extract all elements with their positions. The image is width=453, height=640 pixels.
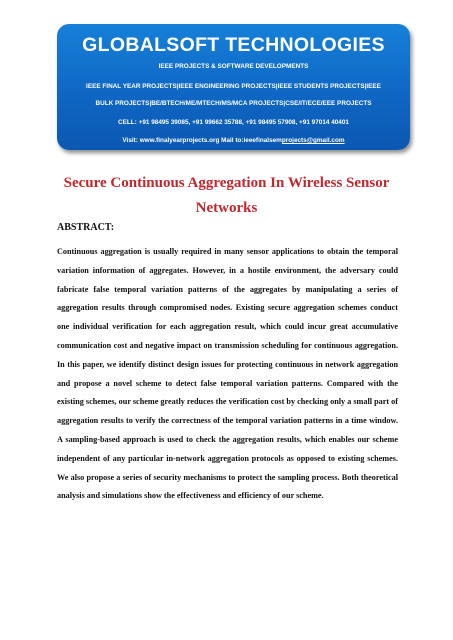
banner-projects-line-1: IEEE FINAL YEAR PROJECTS|IEEE ENGINEERING PROJECTS|IEEE STUDENTS PROJECTS|IEEE (86, 83, 381, 90)
paper-title-line-2: Networks (195, 200, 258, 216)
abstract-text: Continuous aggregation is usually required in many sensor applications to obtain the temporal variation information of aggregates. However, in a hostile environment, the adversary could fabricate false temporal variation patterns of the aggregates by manipulating a series of aggregation results through compromised nodes. Existing secure aggregation schemes conduct one individual verification for each aggregation result, which could incur great accumulative communication cost and negative impact on transmission scheduling for continuous aggregation. In this paper, we identify distinct design issues for protecting continuous in network aggregation and propose a novel scheme to detect false temporal variation patterns. Compared with the existing schemes, our scheme greatly reduces the verification cost by checking only a small part of aggregation results to verify the correctness of the temporal variation patterns in a time window. A sampling-based approach is used to check the aggregation results, which enables our scheme independent of any particular in-network aggregation protocols as opposed to existing schemes. We also propose a series of security mechanisms to protect the sampling process. Both theoretical analysis and simulations show the effectiveness and efficiency of our scheme. (57, 247, 398, 501)
banner-projects-line-2: BULK PROJECTS|BE/BTECH/ME/MTECH/MS/MCA PROJECTS|CSE/IT/ECE/EEE PROJECTS (95, 100, 372, 107)
paper-title (0, 171, 453, 221)
paper-title-line-1: Secure Continuous Aggregation In Wireless Sensor (63, 175, 390, 191)
banner-visit-mail: Visit: www.finalyearprojects.org Mail to:ieeefinalsem (122, 137, 282, 144)
banner-phone-numbers: CELL: +91 98495 39085, +91 99662 35788, +91 98495 57908, +91 97014 40401 (118, 119, 349, 126)
banner-tagline: IEEE PROJECTS & SOFTWARE DEVELOPMENTS (158, 63, 309, 70)
abstract-heading: ABSTRACT: (57, 222, 115, 233)
company-name: GLOBALSOFT TECHNOLOGIES (82, 34, 385, 56)
banner-contact-line (57, 137, 410, 144)
company-banner (57, 24, 410, 150)
email-link[interactable]: projects@gmail.com (281, 137, 345, 144)
